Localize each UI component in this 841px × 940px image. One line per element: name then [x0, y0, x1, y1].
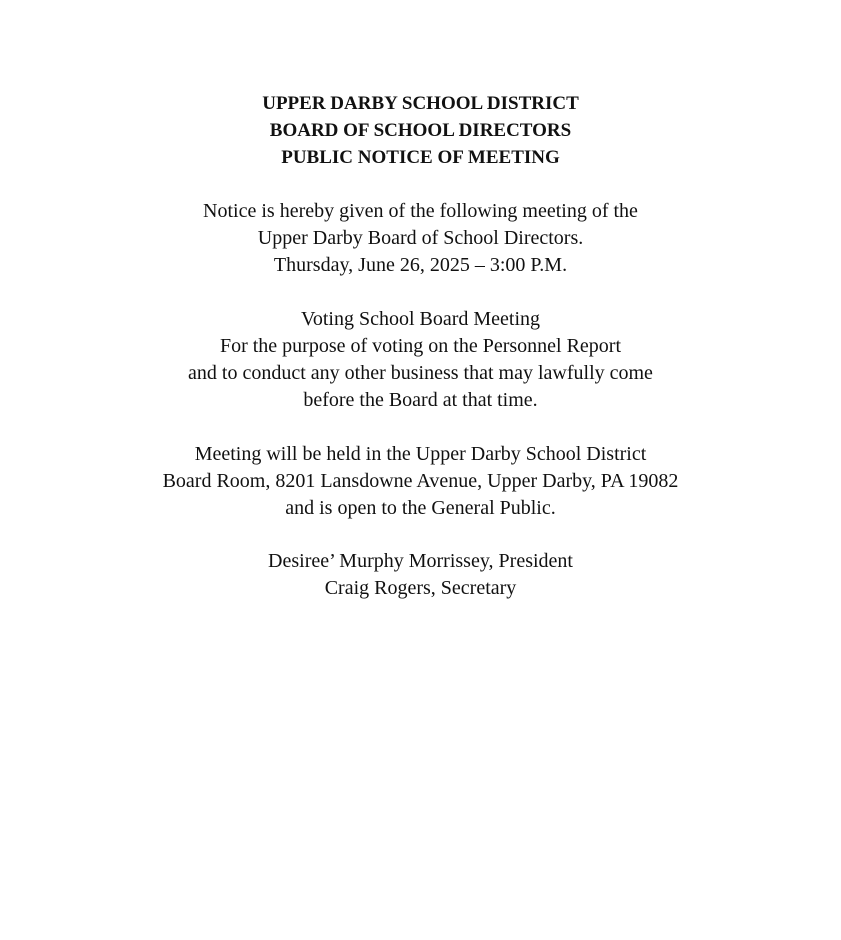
meeting-purpose-line-2: and to conduct any other business that may lawfully come: [188, 362, 653, 384]
notice-intro: [0, 198, 841, 279]
meeting-purpose-line-3: before the Board at that time.: [303, 389, 538, 411]
location-line-2: Board Room, 8201 Lansdowne Avenue, Upper Darby, PA 19082: [162, 470, 679, 492]
notice-intro-line-2: Upper Darby Board of School Directors.: [257, 227, 584, 249]
meeting-location: [0, 441, 841, 522]
district-name: UPPER DARBY SCHOOL DISTRICT: [262, 93, 579, 114]
notice-heading: [0, 90, 841, 171]
meeting-datetime: Thursday, June 26, 2025 – 3:00 P.M.: [273, 254, 568, 276]
president-signature: Desiree’ Murphy Morrissey, President: [268, 550, 573, 572]
notice-intro-line-1: Notice is hereby given of the following meeting of the: [203, 200, 638, 222]
meeting-type: Voting School Board Meeting: [300, 308, 541, 330]
secretary-signature: Craig Rogers, Secretary: [324, 577, 517, 599]
notice-title: PUBLIC NOTICE OF MEETING: [281, 147, 560, 168]
signatories: [0, 548, 841, 602]
location-line-1: Meeting will be held in the Upper Darby School District: [194, 443, 647, 465]
board-name: BOARD OF SCHOOL DIRECTORS: [269, 120, 572, 141]
meeting-purpose-line-1: For the purpose of voting on the Personnel Report: [219, 335, 622, 357]
location-line-3: and is open to the General Public.: [285, 497, 556, 519]
meeting-purpose: [0, 306, 841, 414]
